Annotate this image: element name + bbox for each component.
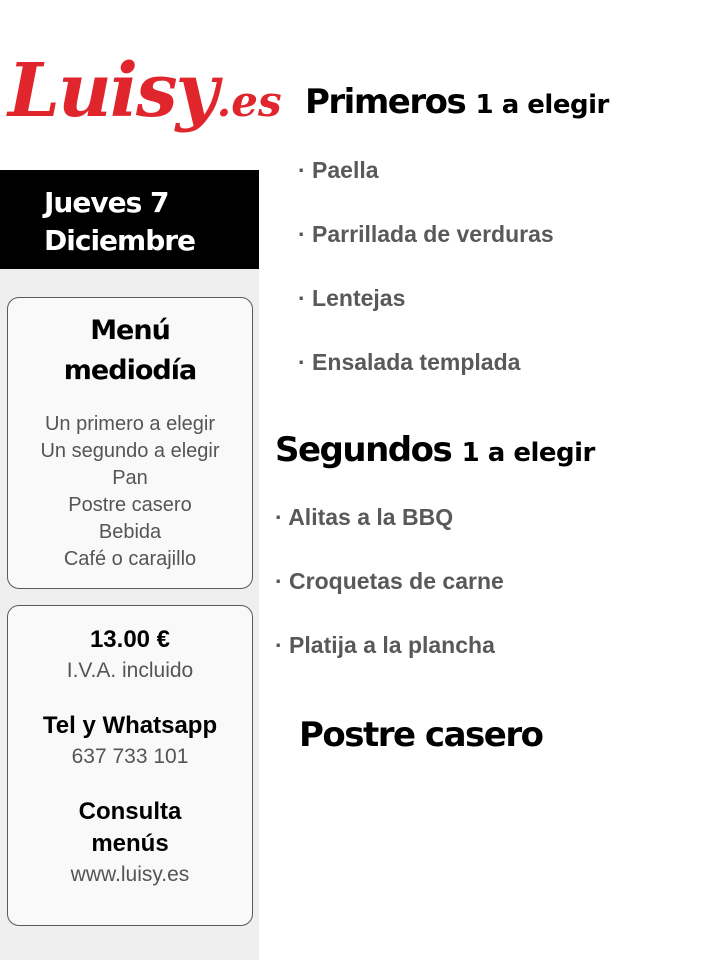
menu-item: Café o carajillo — [63, 548, 197, 570]
primeros-subtitle: 1 a elegir — [475, 90, 609, 120]
dish-item: · Parrillada de verduras — [298, 221, 554, 247]
dish-item: · Lentejas — [298, 285, 406, 311]
brand-logo[interactable] — [8, 48, 282, 134]
menu-card-title — [8, 311, 252, 391]
segundos-heading — [275, 430, 595, 470]
phone-label: Tel y Whatsapp — [42, 712, 218, 739]
logo-area — [0, 0, 282, 170]
dish-item: · Ensalada templada — [298, 349, 521, 375]
date-banner — [0, 170, 259, 269]
sidebar — [0, 0, 282, 960]
tax-note: I.V.A. incluido — [66, 659, 194, 682]
menu-item: Pan — [112, 467, 148, 489]
primeros-title: Primeros — [305, 82, 466, 122]
dish-item: · Platija a la plancha — [275, 632, 495, 658]
menu-card-title-line2: mediodía — [63, 355, 197, 386]
menu-item: Bebida — [98, 521, 162, 543]
website-link[interactable]: www.luisy.es — [70, 863, 190, 886]
dish-item: · Alitas a la BBQ — [275, 504, 454, 530]
logo-tld-text: .es — [216, 77, 282, 126]
consult-line2: menús — [91, 830, 169, 857]
primeros-heading — [305, 82, 609, 122]
menu-summary-card — [7, 297, 253, 589]
menu-item: Un primero a elegir — [44, 413, 216, 435]
segundos-subtitle: 1 a elegir — [461, 438, 595, 468]
menu-card-title-line1: Menú — [90, 315, 170, 346]
logo-main-text: Luisy — [8, 48, 217, 134]
dish-item: · Croquetas de carne — [275, 568, 504, 594]
menu-item: Postre casero — [68, 494, 192, 516]
menu-item: Un segundo a elegir — [40, 440, 220, 462]
dish-item: · Paella — [298, 157, 379, 183]
consult-line1: Consulta — [78, 798, 182, 825]
date-month: Diciembre — [44, 224, 196, 257]
menu-price: 13.00 € — [89, 626, 171, 653]
postre-heading: Postre casero — [299, 715, 543, 755]
segundos-title: Segundos — [275, 430, 452, 470]
menu-items-list — [8, 411, 252, 573]
date-weekday: Jueves 7 — [44, 186, 169, 219]
price-contact-card — [7, 605, 253, 926]
phone-number[interactable]: 637 733 101 — [71, 745, 189, 768]
